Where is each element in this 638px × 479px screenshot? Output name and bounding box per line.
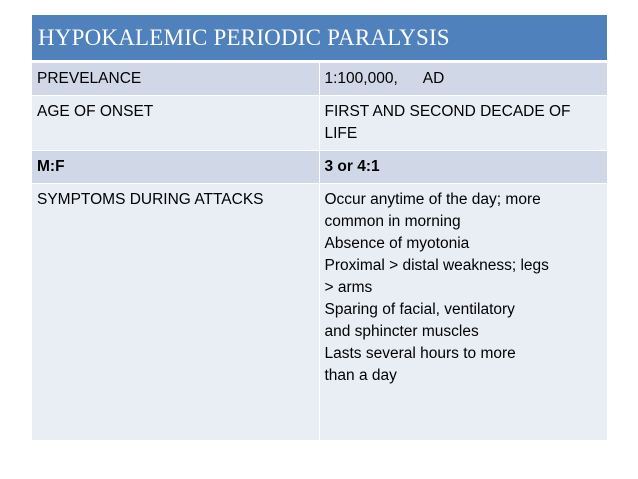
table-row-age-of-onset bbox=[32, 96, 607, 151]
symptoms-line: > arms bbox=[324, 279, 373, 296]
age-of-onset-label: AGE OF ONSET bbox=[32, 96, 319, 151]
symptoms-line: Occur anytime of the day; more bbox=[324, 191, 541, 208]
symptoms-line: than a day bbox=[324, 367, 397, 384]
age-of-onset-line: FIRST AND SECOND DECADE OF bbox=[324, 103, 571, 120]
prevalence-inheritance: AD bbox=[422, 70, 445, 87]
table-title: HYPOKALEMIC PERIODIC PARALYSIS bbox=[32, 15, 607, 62]
table-header-row bbox=[32, 15, 607, 62]
symptoms-line: Lasts several hours to more bbox=[324, 345, 516, 362]
age-of-onset-value bbox=[319, 96, 607, 151]
table-row-sex-ratio bbox=[32, 151, 607, 184]
age-of-onset-line: LIFE bbox=[324, 125, 358, 142]
sex-ratio-label: M:F bbox=[32, 151, 319, 184]
prevalence-value: 1:100,000, bbox=[324, 70, 398, 87]
symptoms-line: Sparing of facial, ventilatory bbox=[324, 301, 515, 318]
symptoms-label: SYMPTOMS DURING ATTACKS bbox=[32, 184, 319, 441]
table-row-prevalence bbox=[32, 62, 607, 96]
symptoms-line: and sphincter muscles bbox=[324, 323, 479, 340]
hypokalemic-paralysis-table bbox=[32, 15, 607, 441]
symptoms-line: Absence of myotonia bbox=[324, 235, 470, 252]
symptoms-value bbox=[319, 184, 607, 441]
prevalence-value-cell bbox=[319, 62, 607, 96]
symptoms-line: common in morning bbox=[324, 213, 461, 230]
prevalence-label: PREVELANCE bbox=[32, 62, 319, 96]
table-row-symptoms bbox=[32, 184, 607, 441]
symptoms-line: Proximal > distal weakness; legs bbox=[324, 257, 549, 274]
sex-ratio-value: 3 or 4:1 bbox=[319, 151, 607, 184]
